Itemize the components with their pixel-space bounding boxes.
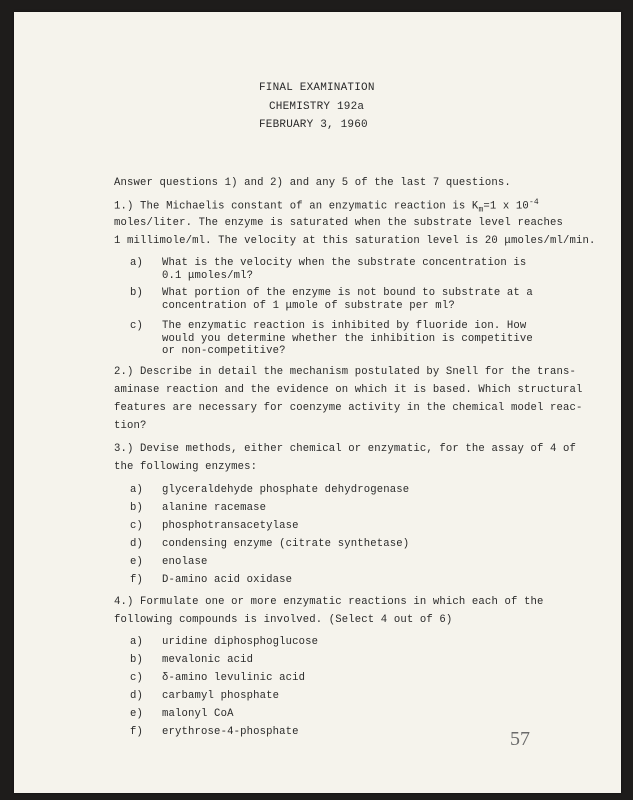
q4-item-label: b)	[130, 654, 144, 666]
q1-text-pre: The Michaelis constant of an enzymatic reaction is K	[140, 200, 479, 213]
q3-line1	[114, 443, 576, 455]
q1-part-b-line2: concentration of 1 μmole of substrate per ml?	[162, 300, 455, 312]
q3-item-label: c)	[130, 520, 144, 532]
q1-exponent: -4	[528, 198, 539, 207]
q3-item-label: a)	[130, 484, 144, 496]
q3-item-label: b)	[130, 502, 144, 514]
q2-line3: features are necessary for coenzyme activity in the chemical model reac-	[114, 402, 583, 414]
q4-item-label: e)	[130, 708, 144, 720]
q3-item-text: alanine racemase	[162, 502, 267, 514]
q3-number: 3.)	[114, 443, 134, 455]
q4-item-text: erythrose-4-phosphate	[162, 726, 299, 738]
q3-item-label: f)	[130, 574, 144, 586]
q1-part-a-line1: What is the velocity when the substrate concentration is	[162, 257, 527, 269]
q1-line2: moles/liter. The enzyme is saturated when the substrate level reaches	[114, 217, 564, 229]
q3-text-line1: Devise methods, either chemical or enzymatic, for the assay of 4 of	[140, 443, 577, 455]
header-course: CHEMISTRY 192a	[269, 101, 365, 113]
q3-item-text: D-amino acid oxidase	[162, 574, 293, 586]
q4-line2: following compounds is involved. (Select 4 out of 6)	[114, 614, 453, 626]
q4-item-label: d)	[130, 690, 144, 702]
q4-item-text: malonyl CoA	[162, 708, 234, 720]
q4-item-label: c)	[130, 672, 144, 684]
q1-part-c-label: c)	[130, 320, 144, 332]
q4-number: 4.)	[114, 596, 134, 608]
exam-page	[14, 12, 621, 793]
q3-line2: the following enzymes:	[114, 461, 258, 473]
q3-item-text: condensing enzyme (citrate synthetase)	[162, 538, 410, 550]
q4-item-text: mevalonic acid	[162, 654, 254, 666]
q2-line4: tion?	[114, 420, 147, 432]
q1-part-c-line1: The enzymatic reaction is inhibited by fluoride ion. How	[162, 320, 527, 332]
q4-line1	[114, 596, 544, 608]
q1-part-a-label: a)	[130, 257, 144, 269]
q4-item-text: carbamyl phosphate	[162, 690, 280, 702]
q1-text-mid: =1 x 10	[483, 200, 529, 213]
q4-item-label: a)	[130, 636, 144, 648]
q4-item-text: δ-amino levulinic acid	[162, 672, 306, 684]
q4-item-label: f)	[130, 726, 144, 738]
q1-number: 1.)	[114, 200, 134, 213]
q3-item-text: enolase	[162, 556, 208, 568]
page-number: 57	[510, 728, 530, 750]
q1-part-a-line2: 0.1 μmoles/ml?	[162, 270, 254, 282]
instructions: Answer questions 1) and 2) and any 5 of the last 7 questions.	[114, 177, 511, 189]
q2-text-line1: Describe in detail the mechanism postulated by Snell for the trans-	[140, 366, 577, 378]
q2-number: 2.)	[114, 366, 134, 378]
q4-item-text: uridine diphosphoglucose	[162, 636, 319, 648]
q1-part-b-label: b)	[130, 287, 144, 299]
q4-text-line1: Formulate one or more enzymatic reactions in which each of the	[140, 596, 544, 608]
header-title: FINAL EXAMINATION	[259, 82, 375, 94]
header-date: FEBRUARY 3, 1960	[259, 119, 368, 131]
q1-line1	[114, 198, 539, 215]
q1-part-c-line2: would you determine whether the inhibition is competitive	[162, 333, 533, 345]
q3-item-text: glyceraldehyde phosphate dehydrogenase	[162, 484, 410, 496]
q3-item-label: e)	[130, 556, 144, 568]
q1-part-b-line1: What portion of the enzyme is not bound to substrate at a	[162, 287, 533, 299]
q1-part-c-line3: or non-competitive?	[162, 345, 286, 357]
q1-line3: 1 millimole/ml. The velocity at this saturation level is 20 μmoles/ml/min.	[114, 235, 596, 247]
q2-line2: aminase reaction and the evidence on which it is based. Which structural	[114, 384, 583, 396]
q2-line1	[114, 366, 576, 378]
q3-item-label: d)	[130, 538, 144, 550]
q1-km-sub: m	[478, 205, 484, 215]
q3-item-text: phosphotransacetylase	[162, 520, 299, 532]
